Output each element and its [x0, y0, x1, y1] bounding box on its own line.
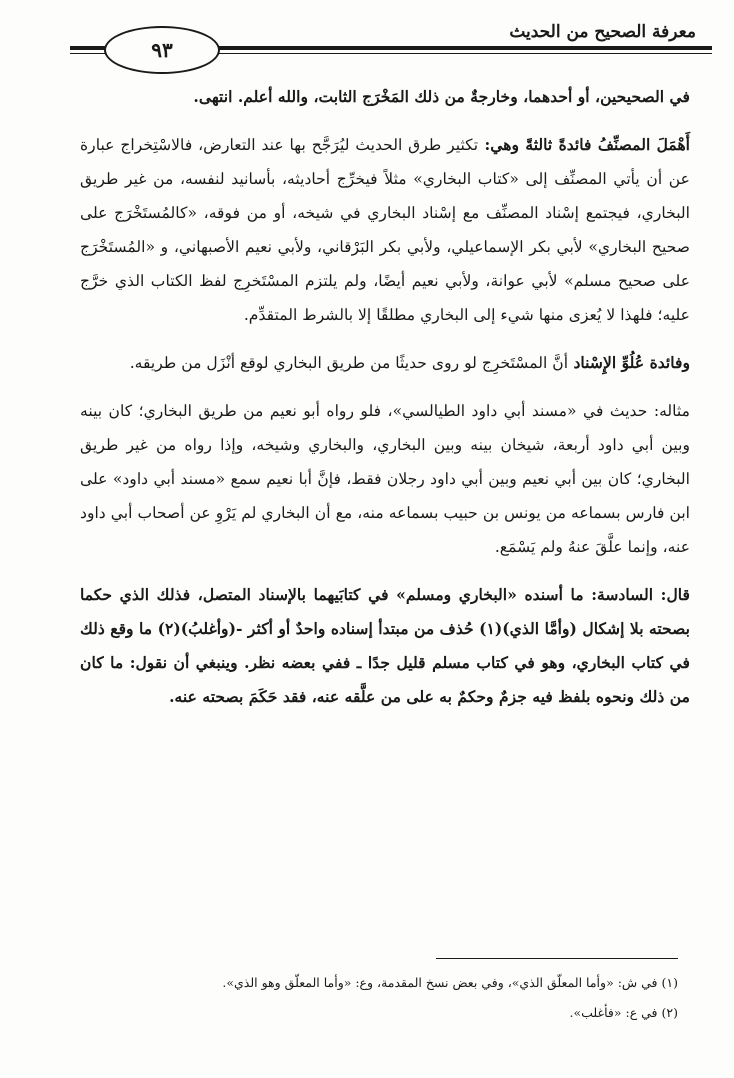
paragraph-1-text: في الصحيحين، أو أحدهما، وخارجةٌ من ذلك المَخْرَج الثابت، والله أعلم. انتهى. — [193, 87, 690, 106]
paragraph-3 — [80, 346, 690, 380]
paragraph-2 — [80, 128, 690, 332]
paragraph-2-lead: أَهْمَلَ المصنِّفُ فائدةً ثالثةً وهي: — [478, 135, 691, 154]
running-title: معرفة الصحيح من الحديث — [501, 22, 702, 42]
paragraph-5 — [80, 578, 690, 714]
footnote-1: (١) في ش: «وأما المعلّق الذي»، وفي بعض نسخ المقدمة، وع: «وأما المعلّق وهو الذي». — [222, 975, 678, 990]
paragraph-1 — [80, 80, 690, 114]
page-number: ٩٣ — [104, 26, 220, 74]
main-text — [80, 80, 690, 728]
paragraph-3-text: أنَّ المسْتَخرِج لو روى حديثًا من طريق البخاري لوقع أنْزَل من طريقه. — [129, 354, 569, 372]
page-header — [70, 12, 712, 70]
footnote-separator — [436, 958, 678, 959]
paragraph-5-lead: قال: — [653, 585, 690, 604]
paragraph-4-text: مثاله: حديث في «مسند أبي داود الطيالسي»، فلو رواه أبو نعيم من طريق البخاري؛ كان بينه وبين أبي داود أربعة، شيخان بينه وبين البخاري، والبخاري وشيخه، وإذا رواه من غير طريق البخاري؛ كان بين أبي نعيم وبين أبي داود رجلان فقط، فإنَّ أبا نعيم سمع «مسند أبي داود» على ابن فارس بسماعه من يونس بن حبيب بسماعه منه، مع أن البخاري لم يَرْوِ عن أصحاب أبي داود عنه، وإنما علَّقَ عنهُ ولم يَسْمَع. — [80, 402, 690, 556]
paragraph-4 — [80, 394, 690, 564]
paragraph-3-lead: وفائدة عُلُوِّ الإِسْناد — [568, 353, 690, 372]
paragraph-2-text: تكثير طرق الحديث ليُرَجَّح بها عند التعارض، فالاسْتِخراج عبارة عن أن يأتي المصنِّف إلى «كتاب البخاري» مثلاً فيخرِّج أحاديثه، بأسانيد لنفسه، من غير طريق البخاري، فيجتمع إسْناد المصنِّف مع إسْناد البخاري في شيخه، أو من فوقه، «كالمُستَخْرَج على صحيح البخاري» لأبي بكر الإسماعيلي، ولأبي بكر البَرْقاني، ولأبي نعيم الأصبهاني، و «المُستَخْرَج على صحيح مسلم» لأبي عوانة، ولأبي نعيم أيضًا، ولم يلتزم المسْتَخرِج لفظ الكتاب الذي خرَّج عليه؛ فلهذا لا يُعزى منها شيء إلى البخاري مطلقًا إلا بالشرط المتقدِّم. — [80, 136, 690, 324]
footnotes — [80, 968, 678, 1028]
footnote-2: (٢) في ع: «فأغلب». — [569, 1005, 678, 1020]
paragraph-5-text: السادسة: ما أسنده «البخاري ومسلم» في كتابَيهما بالإسناد المتصل، فذلك الذي حكما بصحته بلا إشكال (وأمَّا الذي)(١) حُذف من مبتدأ إسناده واحدٌ أو أكثر -(وأغلبُ)(٢) ما وقع ذلك في كتاب البخاري، وهو في كتاب مسلم قليل جدًا ـ ففي بعضه نظر. وينبغي أن نقول: ما كان من ذلك ونحوه بلفظ فيه جزمٌ وحكمٌ به على من علَّقه عنه، فقد حَكَمَ بصحته عنه. — [80, 585, 690, 706]
